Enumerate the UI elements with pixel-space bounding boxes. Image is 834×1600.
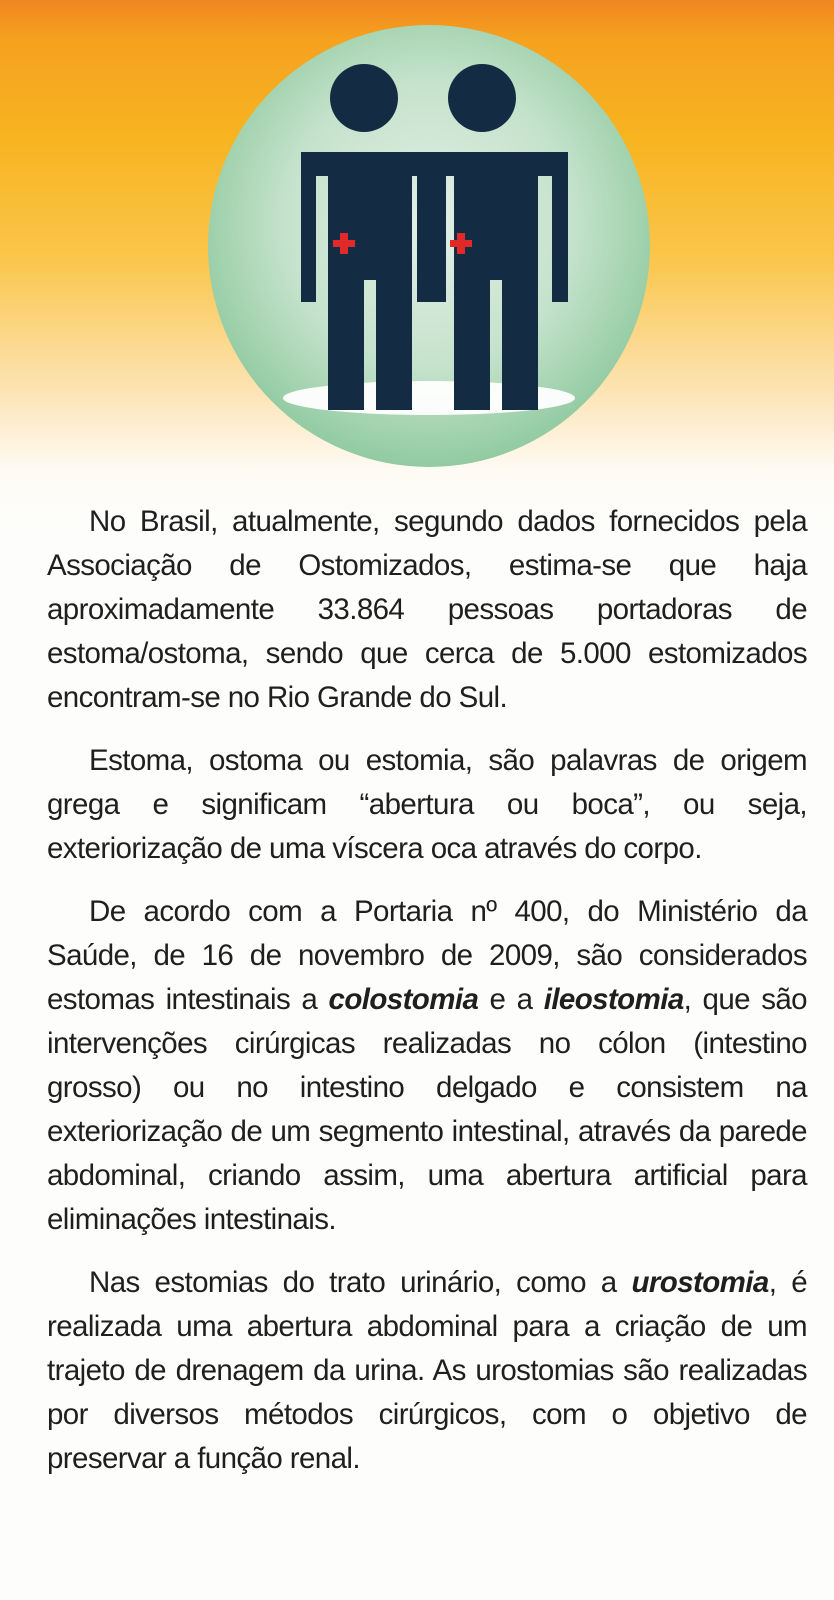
term-ileostomia: ileostomia (543, 983, 684, 1016)
two-people-with-ostomy-icon (208, 20, 650, 472)
paragraph-urinary-stomas (47, 1261, 807, 1481)
paragraph-text: Estoma, ostoma ou estomia, são palavras de origem grega e significam “abertura ou boca”, ou seja, exteriorização de uma víscera oca através do corpo. (47, 744, 807, 865)
paragraph-definition (47, 739, 807, 871)
term-urostomia: urostomia (631, 1266, 769, 1299)
paragraph-ostomy-statistics (47, 500, 807, 720)
paragraph-text: No Brasil, atualmente, segundo dados fornecidos pela Associação de Ostomizados, estima-se que haja aproximadamente 33.864 pessoas portadoras de estoma/ostoma, sendo que cerca de 5.000 estomizados encontram-se no Rio Grande do Sul. (47, 505, 807, 714)
body-text (47, 500, 807, 1500)
term-colostomia: colostomia (328, 983, 479, 1016)
paragraph-intestinal-stomas (47, 890, 807, 1242)
paragraph-text: , é realizada uma abertura abdominal para a criação de um trajeto de drenagem da urina. As urostomias são realizadas por diversos métodos cirúrgicos, com o objetivo de preservar a função renal. (47, 1266, 807, 1475)
paragraph-text: e a (478, 983, 544, 1016)
paragraph-text: De acordo com a Portaria nº 400, do Ministério da Saúde, de 16 de novembro de 2009, são considerados estomas intestinais a (47, 895, 807, 1016)
paragraph-text: Nas estomias do trato urinário, como a (89, 1266, 632, 1299)
paragraph-text: , que são intervenções cirúrgicas realizadas no cólon (intestino grosso) ou no intestino delgado e consistem na exteriorização de um segmento intestinal, através da parede abdominal, criando assim, uma abertura artificial para eliminações intestinais. (47, 983, 807, 1236)
